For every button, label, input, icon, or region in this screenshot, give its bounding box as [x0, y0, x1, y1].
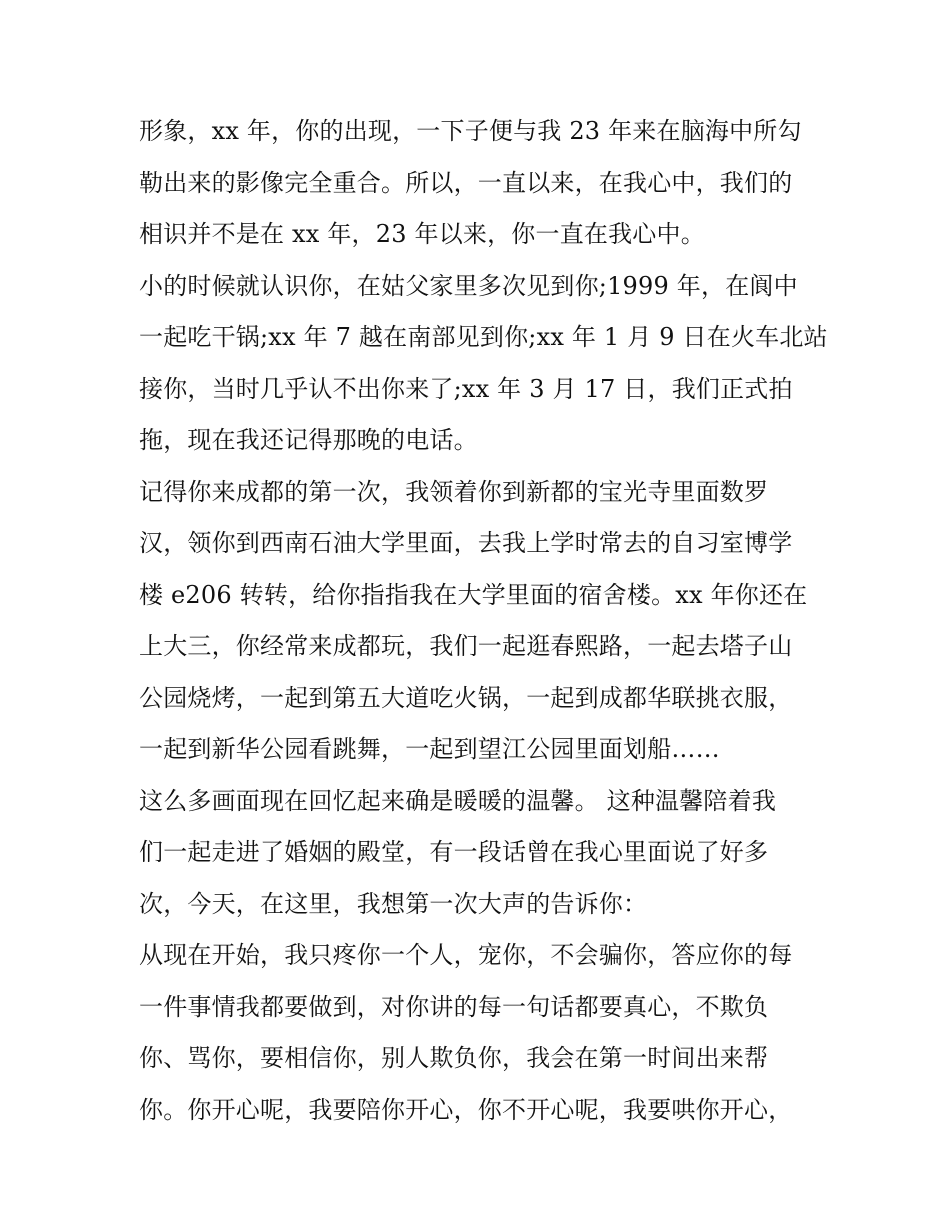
text-line: 从现在开始，我只疼你一个人，宠你，不会骗你，答应你的每 [139, 941, 793, 969]
text-line: 接你，当时几乎认不出你来了;xx 年 3 月 17 日，我们正式拍 [139, 374, 793, 403]
text-line: 一起到新华公园看跳舞，一起到望江公园里面划船…… [139, 735, 720, 763]
document-body [139, 106, 828, 1136]
text-line: 勒出来的影像完全重合。所以，一直以来，在我心中，我们的 [139, 168, 793, 197]
text-line: 记得你来成都的第一次，我领着你到新都的宝光寺里面数罗 [139, 477, 769, 506]
text-line: 拖，现在我还记得那晚的电话。 [139, 426, 478, 454]
text-line: 小的时候就认识你，在姑父家里多次见到你;1999 年，在阆中 [139, 271, 798, 300]
text-line: 上大三，你经常来成都玩，我们一起逛春熙路，一起去塔子山 [139, 632, 793, 660]
text-line: 一起吃干锅;xx 年 7 越在南部见到你;xx 年 1 月 9 日在火车北站 [139, 323, 828, 351]
text-line: 你。你开心呢，我要陪你开心，你不开心呢，我要哄你开心， [139, 1095, 793, 1124]
text-line: 汉，领你到西南石油大学里面，去我上学时常去的自习室博学 [139, 529, 793, 557]
text-line: 楼 e206 转转，给你指指我在大学里面的宿舍楼。xx 年你还在 [139, 580, 808, 609]
text-line: 公园烧烤，一起到第五大道吃火锅，一起到成都华联挑衣服， [139, 683, 793, 712]
text-line: 你、骂你，要相信你，别人欺负你，我会在第一时间出来帮 [139, 1044, 769, 1072]
text-line: 一件事情我都要做到，对你讲的每一句话都要真心，不欺负 [139, 992, 769, 1021]
text-line: 们一起走进了婚姻的殿堂，有一段话曾在我心里面说了好多 [139, 838, 769, 866]
text-line: 形象，xx 年，你的出现，一下子便与我 23 年来在脑海中所勾 [139, 117, 802, 145]
text-line: 这么多画面现在回忆起来确是暖暖的温馨。 这种温馨陪着我 [139, 786, 777, 815]
text-line: 次，今天，在这里，我想第一次大声的告诉你： [139, 889, 648, 918]
text-line: 相识并不是在 xx 年，23 年以来，你一直在我心中。 [139, 220, 705, 248]
